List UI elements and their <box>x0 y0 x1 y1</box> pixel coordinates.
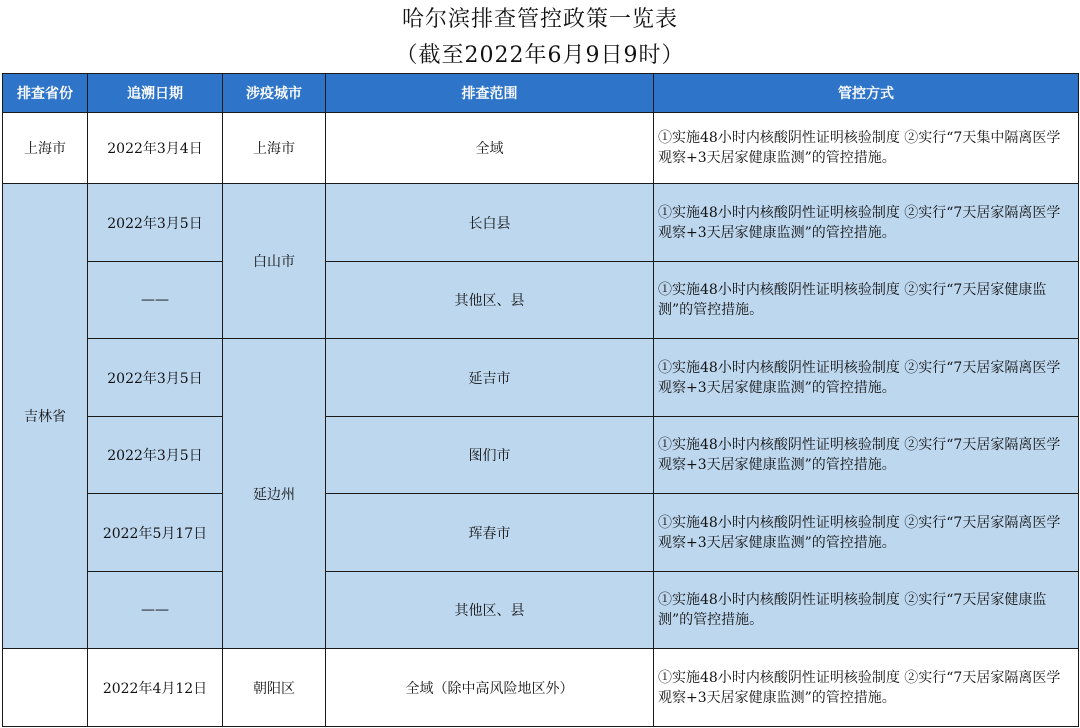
scope-cell: 其他区、县 <box>326 262 654 339</box>
date-cell: 2022年3月5日 <box>88 417 223 494</box>
table-row <box>3 572 1079 649</box>
scope-cell: 图们市 <box>326 417 654 494</box>
city-cell: 白山市 <box>223 184 326 339</box>
header-scope: 排查范围 <box>326 74 654 113</box>
scope-cell: 长白县 <box>326 184 654 262</box>
scope-cell: 延吉市 <box>326 339 654 417</box>
province-cell: 吉林省 <box>3 184 88 649</box>
header-province: 排查省份 <box>3 74 88 113</box>
policy-table <box>2 73 1079 727</box>
date-cell: 2022年4月12日 <box>88 649 223 727</box>
scope-cell: 其他区、县 <box>326 572 654 649</box>
header-measure: 管控方式 <box>654 74 1079 113</box>
measure-cell: ①实施48小时内核酸阴性证明核验制度 ②实行“7天集中隔离医学观察+3天居家健康监测”的管控措施。 <box>654 113 1079 184</box>
table-header-row <box>3 74 1079 113</box>
table-row <box>3 113 1079 184</box>
page-subtitle: （截至2022年6月9日9时） <box>395 43 685 68</box>
table-row <box>3 339 1079 417</box>
measure-cell: ①实施48小时内核酸阴性证明核验制度 ②实行“7天居家隔离医学观察+3天居家健康监测”的管控措施。 <box>654 339 1079 417</box>
date-cell: 2022年5月17日 <box>88 494 223 572</box>
date-cell: —— <box>88 572 223 649</box>
date-cell: 2022年3月5日 <box>88 184 223 262</box>
measure-cell: ①实施48小时内核酸阴性证明核验制度 ②实行“7天居家隔离医学观察+3天居家健康监测”的管控措施。 <box>654 494 1079 572</box>
city-cell: 延边州 <box>223 339 326 649</box>
city-cell: 上海市 <box>223 113 326 184</box>
scope-cell: 珲春市 <box>326 494 654 572</box>
measure-cell: ①实施48小时内核酸阴性证明核验制度 ②实行“7天居家健康监测”的管控措施。 <box>654 572 1079 649</box>
date-cell: 2022年3月4日 <box>88 113 223 184</box>
measure-cell: ①实施48小时内核酸阴性证明核验制度 ②实行“7天居家隔离医学观察+3天居家健康监测”的管控措施。 <box>654 417 1079 494</box>
scope-cell: 全域 <box>326 113 654 184</box>
city-cell: 朝阳区 <box>223 649 326 727</box>
table-row <box>3 262 1079 339</box>
header-city: 涉疫城市 <box>223 74 326 113</box>
date-cell: —— <box>88 262 223 339</box>
date-cell: 2022年3月5日 <box>88 339 223 417</box>
page-title: 哈尔滨排查管控政策一览表 <box>401 7 678 32</box>
scope-cell: 全域（除中高风险地区外） <box>326 649 654 727</box>
table-row <box>3 417 1079 494</box>
header-date: 追溯日期 <box>88 74 223 113</box>
province-cell <box>3 649 88 727</box>
table-row <box>3 184 1079 262</box>
measure-cell: ①实施48小时内核酸阴性证明核验制度 ②实行“7天居家健康监测”的管控措施。 <box>654 262 1079 339</box>
province-cell: 上海市 <box>3 113 88 184</box>
measure-cell: ①实施48小时内核酸阴性证明核验制度 ②实行“7天居家隔离医学观察+3天居家健康监测”的管控措施。 <box>654 184 1079 262</box>
table-row <box>3 649 1079 727</box>
measure-cell: ①实施48小时内核酸阴性证明核验制度 ②实行“7天居家隔离医学观察+3天居家健康监测”的管控措施。 <box>654 649 1079 727</box>
table-row <box>3 494 1079 572</box>
